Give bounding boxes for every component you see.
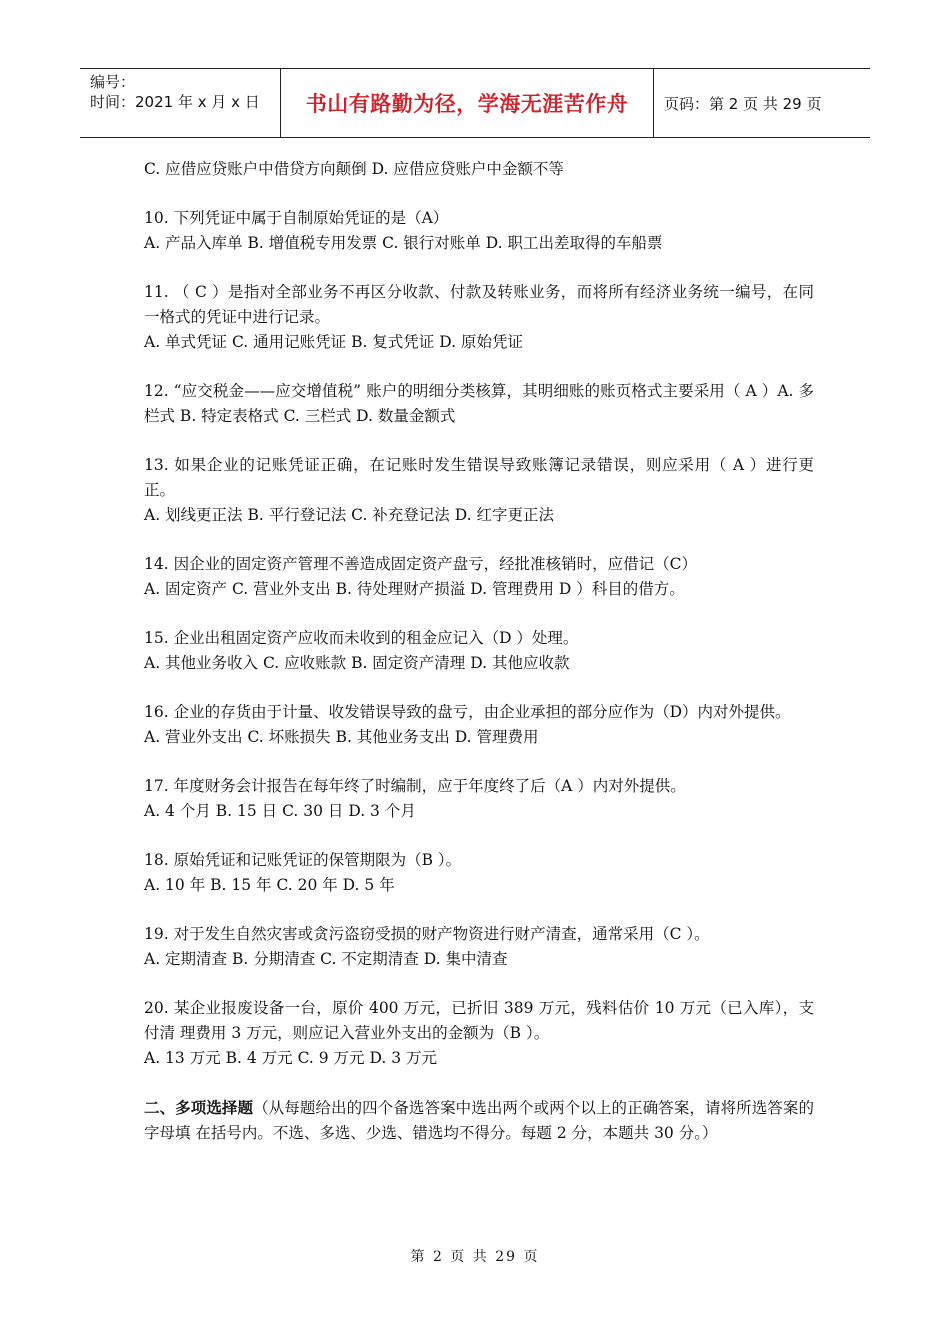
question-line: C. 应借应贷账户中借贷方向颠倒 D. 应借应贷账户中金额不等 [144,160,564,178]
question-item [144,379,814,429]
number-label: 编号： [90,73,136,91]
page-footer: 第 2 页 共 29 页 [410,1249,540,1265]
question-item [144,700,814,750]
section-2-heading: 二、多项选择题 [144,1098,254,1117]
question-item [144,848,814,898]
question-line: 14. 因企业的固定资产管理不善造成固定资产盘亏，经批准核销时，应借记（C） [144,555,697,573]
question-item [144,922,814,972]
question-line: 13. 如果企业的记账凭证正确，在记账时发生错误导致账簿记录错误，则应采用（ A ）进行更正。 [144,456,814,499]
question-line: 19. 对于发生自然灾害或贪污盗窃受损的财产物资进行财产清查，通常采用（C ）。 [144,925,710,943]
section-2 [144,1095,814,1146]
document-body [144,157,814,1170]
question-line: A. 其他业务收入 C. 应收账款 B. 固定资产清理 D. 其他应收款 [144,654,570,672]
question-line: A. 产品入库单 B. 增值税专用发票 C. 银行对账单 D. 职工出差取得的车船票 [144,234,663,252]
question-line: 12. “应交税金——应交增值税” 账户的明细分类核算，其明细账的账页格式主要采用（ A ）A. 多栏式 B. 特定表格式 C. 三栏式 D. 数量金额式 [144,382,814,425]
question-item [144,280,814,355]
section-2-paragraph [144,1095,814,1146]
header-motto: 书山有路勤为径，学海无涯苦作舟 [281,69,654,137]
question-item [144,206,814,256]
time-label: 时间：2021 年 x 月 x 日 [90,93,260,111]
question-line: A. 营业外支出 C. 坏账损失 B. 其他业务支出 D. 管理费用 [144,728,539,746]
question-line: A. 10 年 B. 15 年 C. 20 年 D. 5 年 [144,876,395,894]
question-line: 10. 下列凭证中属于自制原始凭证的是（A） [144,209,449,227]
question-item [144,996,814,1071]
header-meta [80,69,281,137]
question-line: A. 固定资产 C. 营业外支出 B. 待处理财产损溢 D. 管理费用 D ）科目的借方。 [144,580,685,598]
question-item [144,626,814,676]
question-line: A. 单式凭证 C. 通用记账凭证 B. 复式凭证 D. 原始凭证 [144,333,523,351]
section-2-text: （从每题给出的四个备选答案中选出两个或两个以上的正确答案，请将所选答案的字母填 在括号内。不选、多选、少选、错选均不得分。每题 2 分，本题共 30 分。） [144,1099,814,1142]
question-item [144,774,814,824]
question-line: 20. 某企业报废设备一台，原价 400 万元，已折旧 389 万元，残料估价 10 万元（已入库），支付清 理费用 3 万元，则应记入营业外支出的金额为（B ）。 [144,999,814,1042]
question-line: 17. 年度财务会计报告在每年终了时编制，应于年度终了后（A ）内对外提供。 [144,777,686,795]
question-line: 18. 原始凭证和记账凭证的保管期限为（B ）。 [144,851,462,869]
question-line: A. 划线更正法 B. 平行登记法 C. 补充登记法 D. 红字更正法 [144,506,554,524]
question-list [144,157,814,1071]
question-line: A. 4 个月 B. 15 日 C. 30 日 D. 3 个月 [144,802,416,820]
question-line: A. 定期清查 B. 分期清查 C. 不定期清查 D. 集中清查 [144,950,508,968]
question-item [144,453,814,528]
question-line: 15. 企业出租固定资产应收而未收到的租金应记入（D ）处理。 [144,629,579,647]
question-item [144,552,814,602]
question-line: 16. 企业的存货由于计量、收发错误导致的盘亏，由企业承担的部分应作为（D）内对外提供。 [144,703,791,721]
page-header [80,68,870,138]
question-line: 11. （ C ）是指对全部业务不再区分收款、付款及转账业务，而将所有经济业务统一编号，在同 一格式的凭证中进行记录。 [144,283,814,326]
question-line: A. 13 万元 B. 4 万元 C. 9 万元 D. 3 万元 [144,1049,437,1067]
header-page-label: 页码：第 2 页 共 29 页 [664,94,822,113]
question-item [144,157,814,182]
